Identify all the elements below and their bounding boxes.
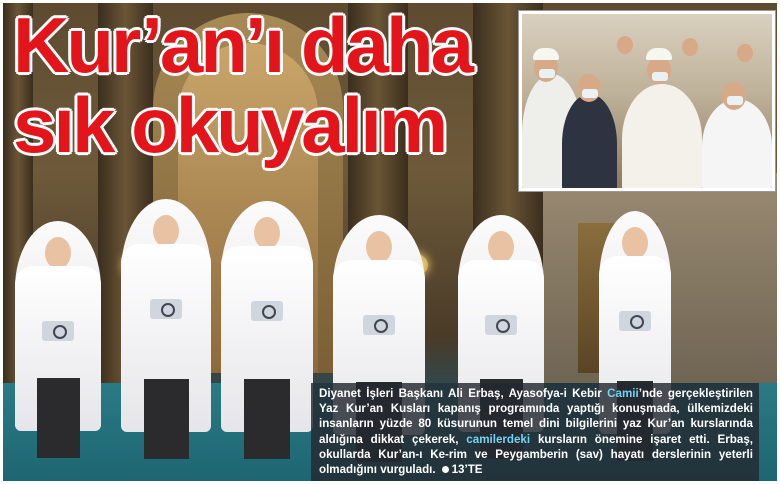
- student-girl-with-microphone: [121, 199, 211, 467]
- news-photo: [3, 3, 777, 481]
- headline: [13, 3, 471, 169]
- inset-photo: [519, 11, 775, 191]
- student-girl: [15, 221, 101, 466]
- caption-text: Diyanet İşleri Başkanı Ali Erbaş, Ayasofya-i Kebir: [319, 387, 608, 400]
- caption-text: ’nde gerçekleştirilen Yaz Kur’an Kusları kapanış programında yaptığı konuşmada, ülkemizdeki insanların yüzde 80 küsurunun temel dini bilgilerini yaz Kur’an kurslarında aldığına dikkat çekerek,: [319, 387, 753, 446]
- headline-line-2: sık okuyalım: [13, 81, 446, 169]
- student-girl: [221, 201, 313, 467]
- caption-highlight-camii: Camii: [607, 387, 639, 400]
- caption-text: kursların önemine işaret etti. Erbaş, okullarda Kur’an-ı Ke-rim ve Peygamberin (sav) hayatı derslerinin yeterli olmadığını vurguladı.: [319, 432, 753, 477]
- page-reference: 13’TE: [451, 463, 483, 477]
- headline-line-1: Kur’an’ı daha: [13, 3, 471, 89]
- bullet-icon: [442, 466, 449, 473]
- photo-caption: [311, 383, 759, 481]
- caption-highlight-camilerdeki: camilerdeki: [466, 432, 531, 446]
